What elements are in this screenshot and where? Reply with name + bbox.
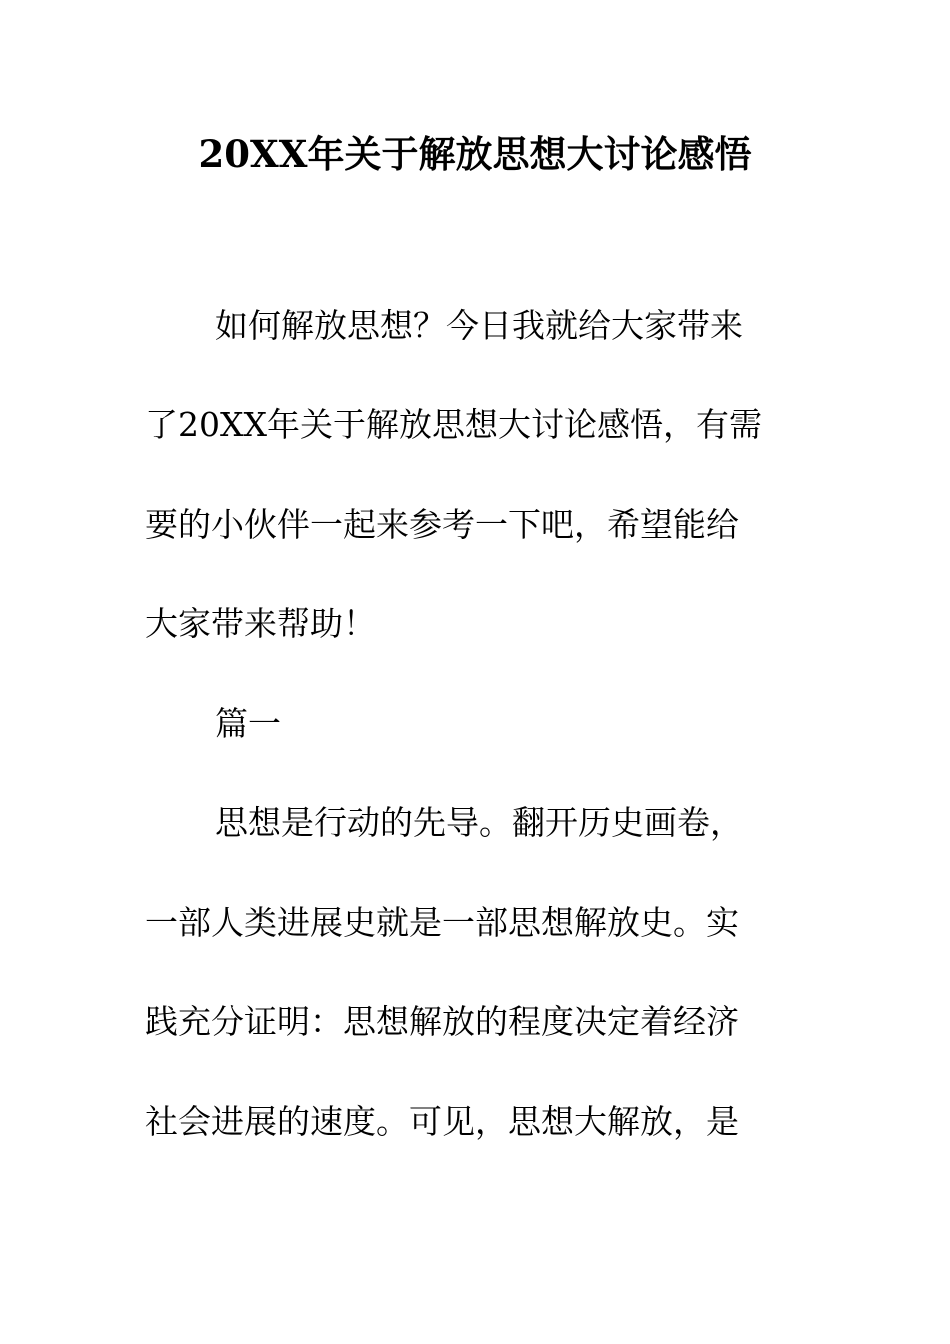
paragraph-line: 社会进展的速度。可见，思想大解放，是 [145, 1102, 739, 1141]
section-heading: 篇一 [215, 704, 281, 743]
paragraph-line: 践充分证明：思想解放的程度决定着经济 [145, 1002, 739, 1041]
paragraph-line: 思想是行动的先导。翻开历史画卷， [215, 803, 743, 842]
document-title: 20XX年关于解放思想大讨论感悟 [198, 132, 752, 176]
paragraph-line: 大家带来帮助！ [145, 604, 376, 643]
paragraph-line: 要的小伙伴一起来参考一下吧，希望能给 [145, 505, 739, 544]
paragraph-line: 如何解放思想？今日我就给大家带来 [215, 306, 743, 345]
paragraph-line: 了20XX年关于解放思想大讨论感悟，有需 [145, 405, 762, 444]
paragraph-line: 一部人类进展史就是一部思想解放史。实 [145, 903, 739, 942]
